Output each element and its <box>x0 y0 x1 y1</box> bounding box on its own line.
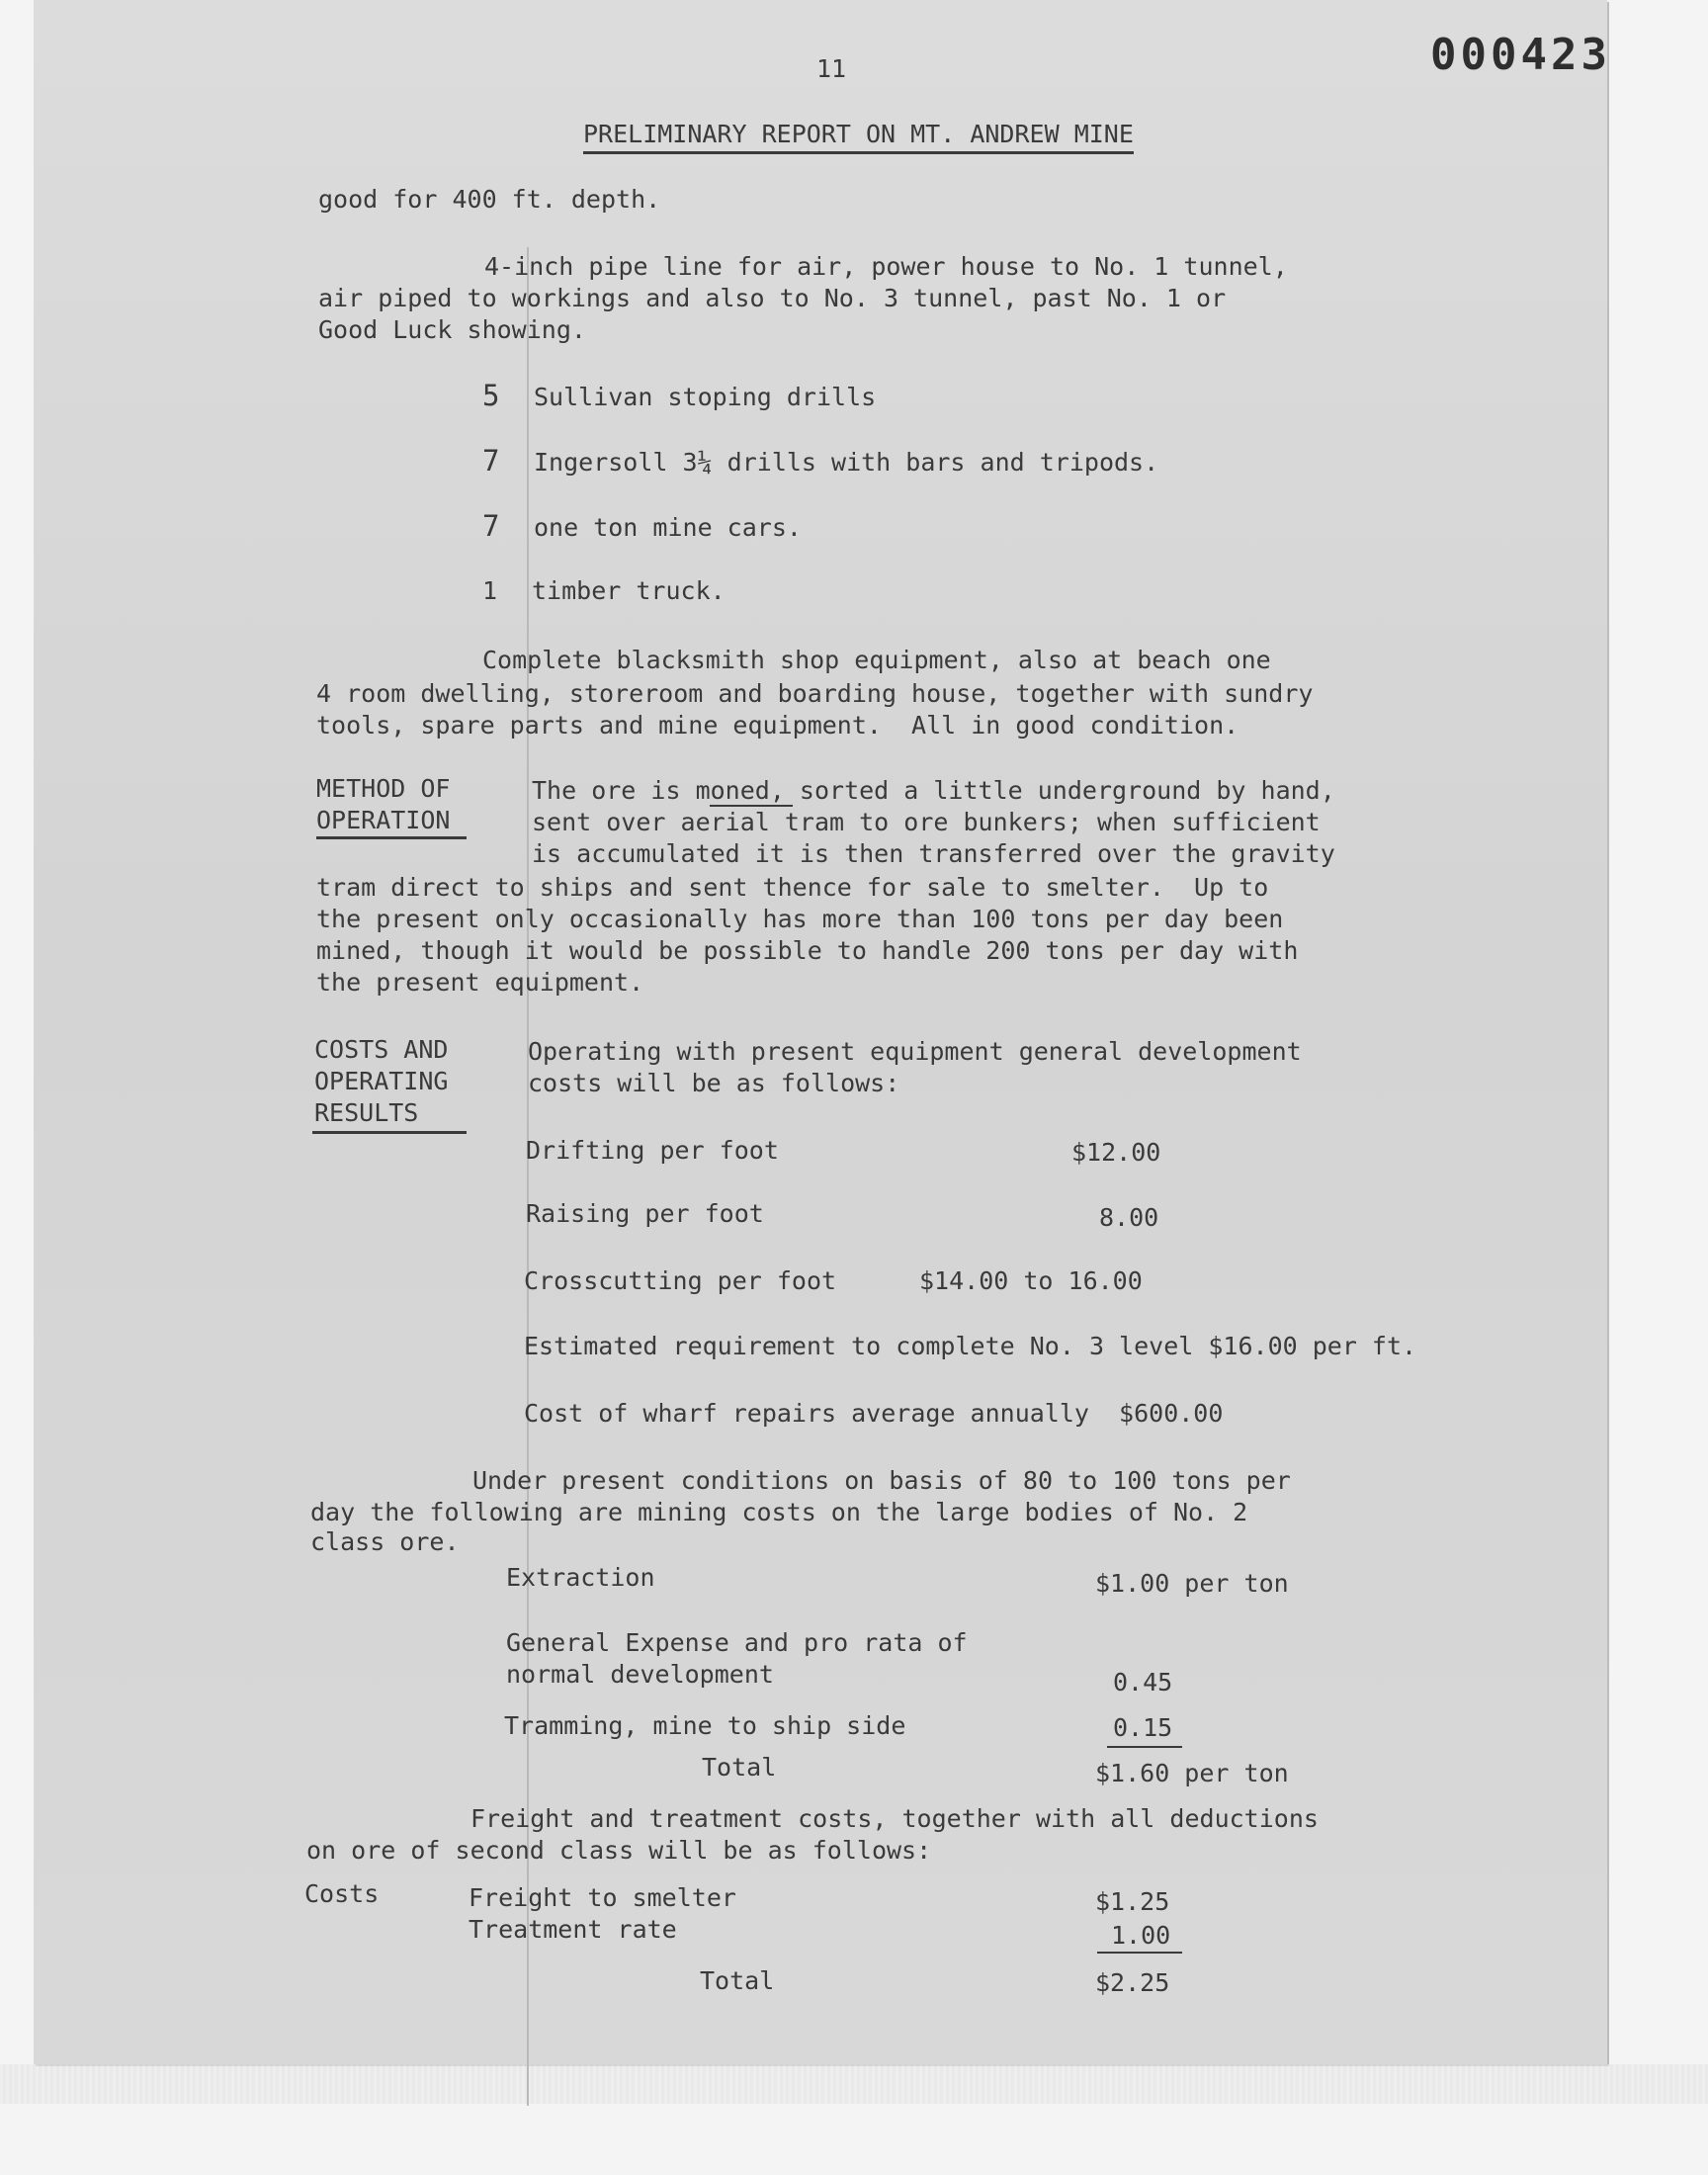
paragraph-line: mined, though it would be possible to handle 200 tons per day with <box>316 936 1299 965</box>
paragraph-line: Freight and treatment costs, together with all deductions <box>470 1804 1319 1833</box>
section-label: OPERATING <box>314 1067 449 1095</box>
document-id: 000423 <box>1430 30 1611 80</box>
cost-row-value: 8.00 <box>1099 1203 1159 1232</box>
freight-cost-label: Freight to smelter <box>469 1883 736 1912</box>
mining-cost-label: normal development <box>506 1660 774 1689</box>
freight-total-label: Total <box>700 1966 775 1995</box>
equipment-qty: 7 <box>482 444 500 478</box>
cost-row-value: $12.00 <box>1071 1138 1161 1167</box>
paragraph-line: is accumulated it is then transferred over the gravity <box>532 839 1335 868</box>
paragraph-line: tools, spare parts and mine equipment. All in good condition. <box>316 711 1239 740</box>
paragraph-line: air piped to workings and also to No. 3 tunnel, past No. 1 or <box>318 284 1227 312</box>
section-underline <box>312 1131 467 1134</box>
paragraph-line: day the following are mining costs on the large bodies of No. 2 <box>310 1498 1248 1526</box>
section-label: COSTS AND <box>314 1035 449 1064</box>
scan-edge <box>0 2064 1708 2104</box>
page-number: 11 <box>816 54 847 83</box>
freight-total-value: $2.25 <box>1095 1968 1170 1997</box>
mining-cost-value: 0.45 <box>1113 1668 1173 1696</box>
equipment-item: Sullivan stoping drills <box>534 383 877 411</box>
mining-cost-label: Extraction <box>506 1563 655 1592</box>
paragraph-line: The ore is moned, sorted a little underground by hand, <box>532 776 1335 805</box>
freight-cost-value: $1.25 <box>1095 1887 1170 1916</box>
paragraph-line: sent over aerial tram to ore bunkers; when sufficient <box>532 808 1321 836</box>
equipment-qty: 5 <box>482 379 500 412</box>
section-label: RESULTS <box>314 1098 419 1127</box>
equipment-qty: 1 <box>482 576 498 605</box>
sum-underline <box>1097 1952 1182 1954</box>
section-underline <box>316 836 467 839</box>
equipment-qty: 7 <box>482 509 500 543</box>
sum-underline <box>1107 1746 1182 1748</box>
section-label: METHOD OF <box>316 774 451 803</box>
mining-cost-value: 0.15 <box>1113 1713 1173 1742</box>
paragraph-line: Good Luck showing. <box>318 315 586 344</box>
section-label: OPERATION <box>316 806 451 834</box>
freight-costs-label: Costs <box>304 1879 380 1908</box>
paragraph-line: the present equipment. <box>316 968 644 997</box>
mining-total-value: $1.60 per ton <box>1095 1759 1289 1787</box>
paragraph-line: costs will be as follows: <box>528 1069 900 1097</box>
equipment-item: timber truck. <box>532 576 726 605</box>
mining-total-label: Total <box>702 1753 777 1782</box>
paragraph-line: 4 room dwelling, storeroom and boarding house, together with sundry <box>316 679 1314 708</box>
mining-cost-value: $1.00 per ton <box>1095 1569 1289 1598</box>
cost-row-value: $14.00 to 16.00 <box>919 1266 1143 1295</box>
text-line: good for 400 ft. depth. <box>318 185 661 214</box>
paragraph-line: Complete blacksmith shop equipment, also at beach one <box>482 646 1271 674</box>
freight-cost-value: 1.00 <box>1111 1921 1171 1950</box>
equipment-item: Ingersoll 3¼ drills with bars and tripods. <box>534 448 1159 477</box>
paragraph-line: Operating with present equipment general development <box>528 1037 1302 1066</box>
freight-cost-label: Treatment rate <box>469 1915 677 1944</box>
estimate-line: Estimated requirement to complete No. 3 level $16.00 per ft. <box>524 1332 1417 1360</box>
cost-row-label: Drifting per foot <box>526 1136 779 1165</box>
paragraph-line: on ore of second class will be as follows: <box>306 1836 932 1865</box>
paragraph-line: Under present conditions on basis of 80 to 100 tons per <box>472 1466 1291 1495</box>
paragraph-line: 4-inch pipe line for air, power house to No. 1 tunnel, <box>484 252 1288 281</box>
paragraph-line: class ore. <box>310 1527 460 1556</box>
paragraph-line: the present only occasionally has more than 100 tons per day been <box>316 905 1284 933</box>
equipment-item: one ton mine cars. <box>534 513 802 542</box>
mining-cost-label: General Expense and pro rata of <box>506 1628 968 1657</box>
cost-row-label: Crosscutting per foot <box>524 1266 837 1295</box>
paragraph-line: tram direct to ships and sent thence for sale to smelter. Up to <box>316 873 1269 902</box>
cost-row-label: Raising per foot <box>526 1199 764 1228</box>
mining-cost-label: Tramming, mine to ship side <box>504 1711 906 1740</box>
page-title: PRELIMINARY REPORT ON MT. ANDREW MINE <box>583 119 1134 154</box>
wharf-line: Cost of wharf repairs average annually $600.00 <box>524 1399 1224 1428</box>
